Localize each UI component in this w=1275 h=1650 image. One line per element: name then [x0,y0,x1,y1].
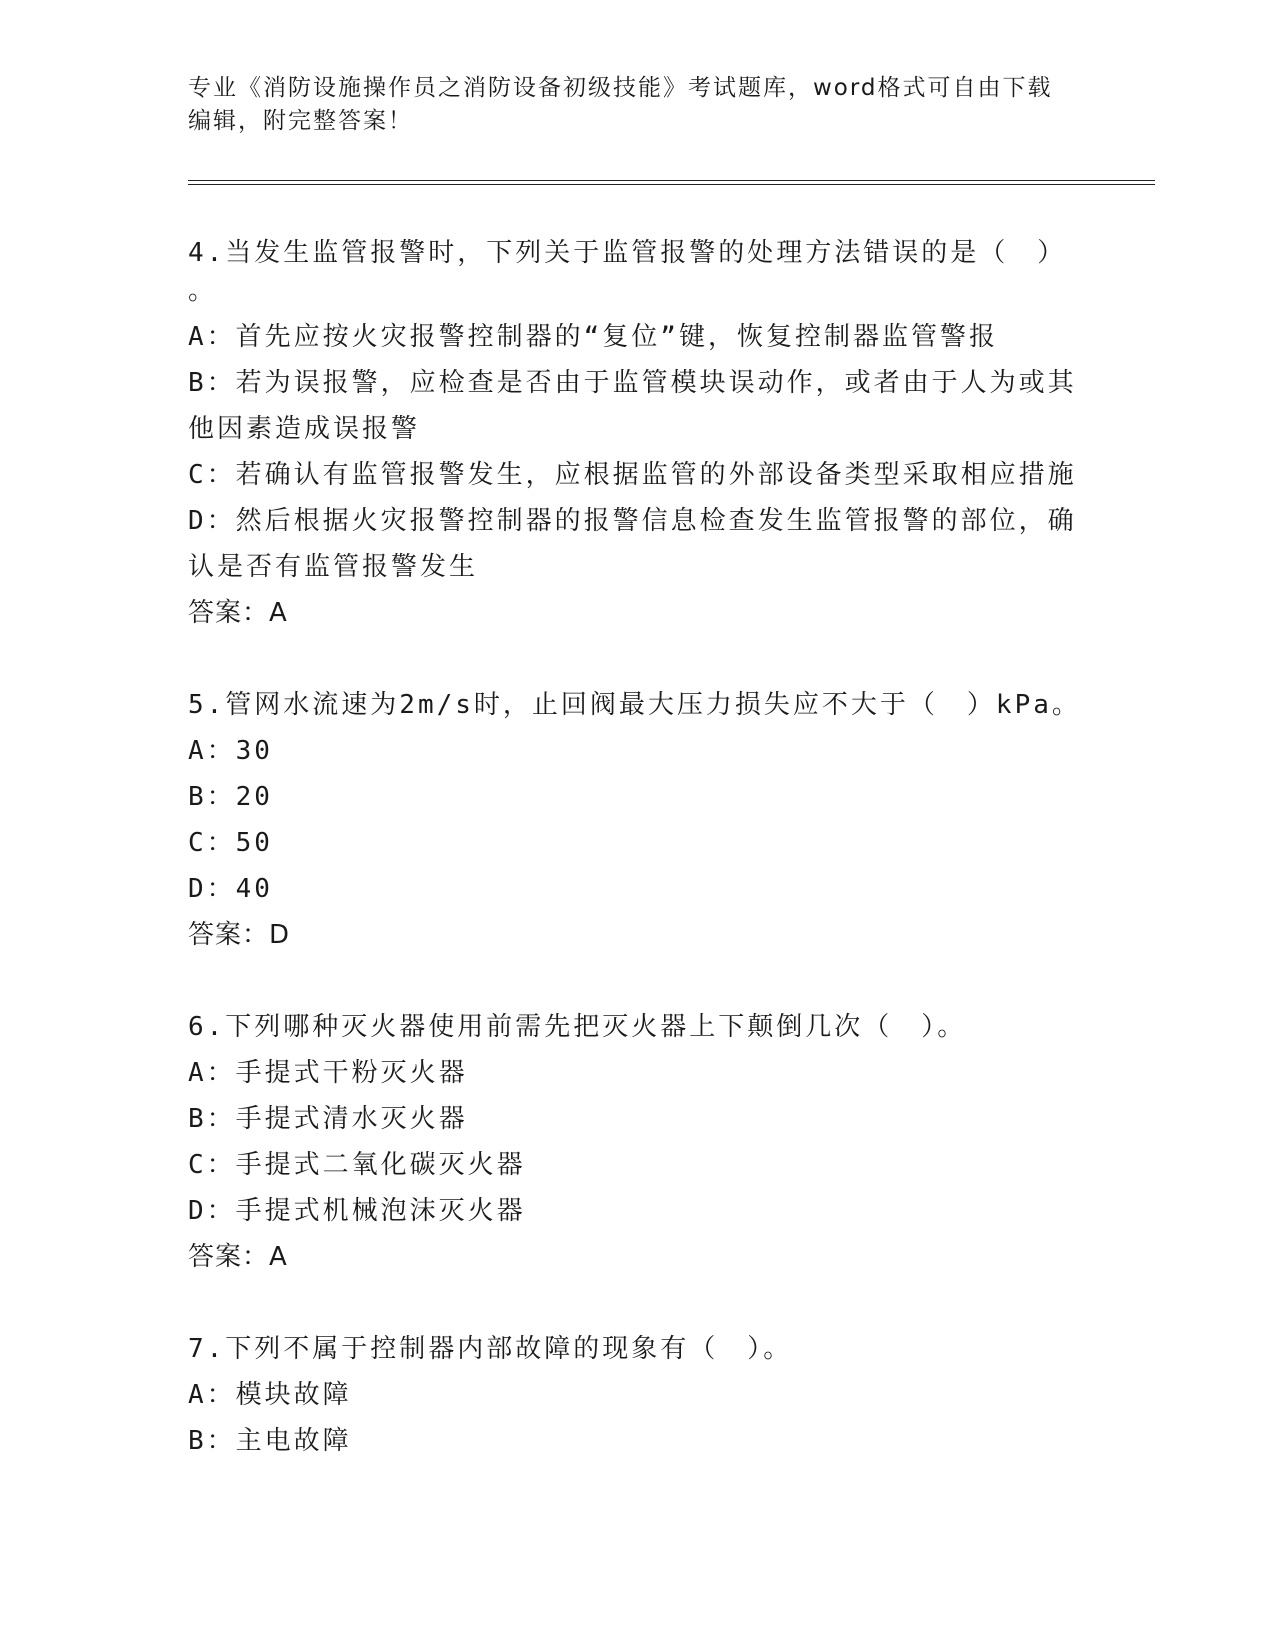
header-divider-bottom [188,184,1155,185]
option-a: A：首先应按火灾报警控制器的“复位”键，恢复控制器监管警报 [188,322,998,352]
option-a: A：模块故障 [188,1380,352,1410]
question-5 [188,682,1088,958]
question-stem: 7.下列不属于控制器内部故障的现象有（ ）。 [188,1334,793,1364]
option-c: C：若确认有监管报警发生，应根据监管的外部设备类型采取相应措施 [188,460,1077,490]
option-b: B：20 [188,782,273,812]
option-d-continuation: 认是否有监管报警发生 [188,552,479,582]
question-4 [188,230,1088,636]
question-stem: 6.下列哪种灭火器使用前需先把灭火器上下颠倒几次（ ）。 [188,1012,967,1042]
option-d: D：手提式机械泡沫灭火器 [188,1196,526,1226]
option-c: C：50 [188,828,273,858]
option-a: A：30 [188,736,273,766]
option-a: A：手提式干粉灭火器 [188,1058,468,1088]
option-b: B：若为误报警，应检查是否由于监管模块误动作，或者由于人为或其 [188,368,1077,398]
question-6 [188,1004,1088,1280]
option-c: C：手提式二氧化碳灭火器 [188,1150,526,1180]
question-stem: 5.管网水流速为2m/s时，止回阀最大压力损失应不大于（ ）kPa。 [188,690,1081,720]
option-b: B：手提式清水灭火器 [188,1104,468,1134]
question-stem: 4.当发生监管报警时，下列关于监管报警的处理方法错误的是（ ） [188,238,1067,268]
header-divider-top [188,180,1155,181]
document-intro: 专业《消防设施操作员之消防设备初级技能》考试题库，word格式可自由下载编辑，附完整答案！ [188,75,1053,134]
option-d: D：40 [188,874,273,904]
answer-label: 答案：A [188,1242,288,1272]
option-b-continuation: 他因素造成误报警 [188,414,421,444]
option-b: B：主电故障 [188,1426,352,1456]
question-list [188,230,1088,1510]
answer-label: 答案：A [188,598,288,628]
question-stem-continuation: 。 [188,276,218,306]
question-7 [188,1326,1088,1464]
answer-label: 答案：D [188,920,291,950]
option-d: D：然后根据火灾报警控制器的报警信息检查发生监管报警的部位，确 [188,506,1077,536]
